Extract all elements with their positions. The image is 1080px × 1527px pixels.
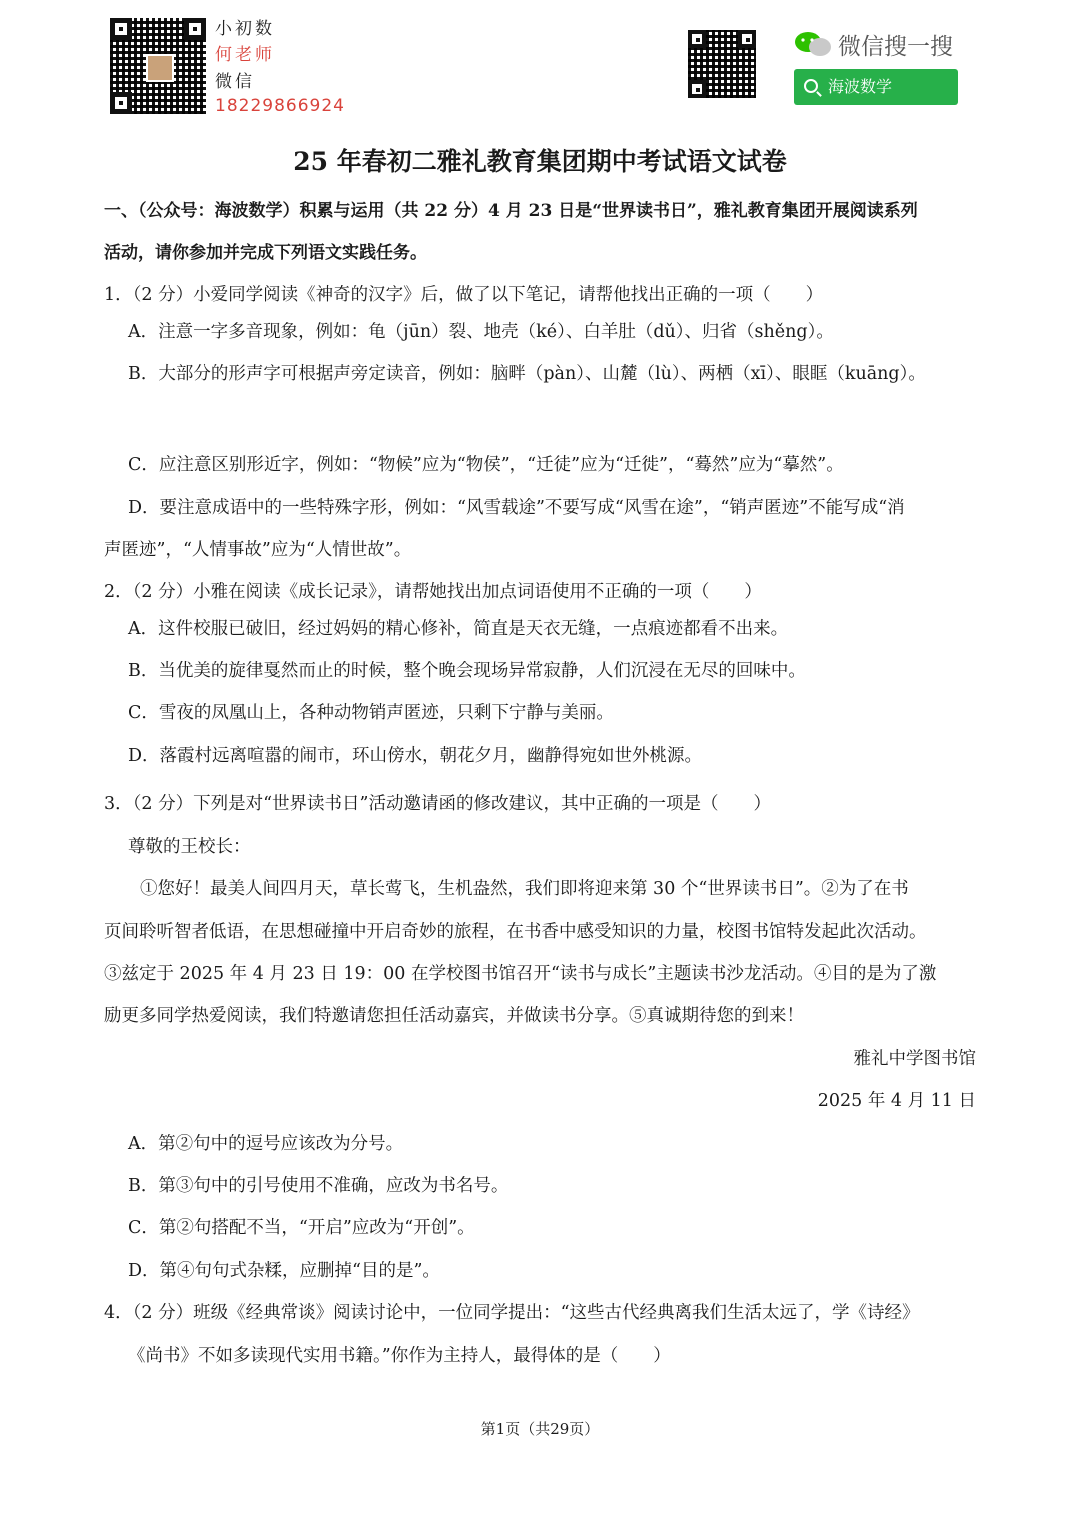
letter-signature: 雅礼中学图书馆 (853, 1049, 976, 1069)
handwritten-note-1: 小初数 (215, 19, 275, 39)
q1-stem: 1．（2 分）小爱同学阅读《神奇的汉字》后，做了以下笔记，请帮他找出正确的一项（ ） (104, 285, 824, 305)
handwritten-note-3: 微信 (215, 72, 255, 92)
qr-code-left (110, 18, 206, 114)
wechat-search-button[interactable] (794, 69, 958, 105)
wechat-search-text: 微信搜一搜 (838, 34, 953, 60)
q4-stem-line-2: 《尚书》不如多读现代实用书籍。”你作为主持人，最得体的是（ ） (128, 1346, 671, 1366)
wechat-logo-icon (794, 30, 832, 58)
search-icon (804, 79, 818, 93)
q1-option-b: B．大部分的形声字可根据声旁定读音，例如：脑畔（pàn）、山麓（lù）、两栖（xī）、眼眶（kuāng）。 (128, 364, 926, 384)
q1-option-d-line-1: D．要注意成语中的一些特殊字形，例如：“风雪载途”不要写成“风雪在途”，“销声匿迹”不能写成“消 (128, 498, 905, 518)
q1-option-a: A．注意一字多音现象，例如：龟（jūn）裂、地壳（ké）、白羊肚（dǔ）、归省（shěng）。 (128, 322, 834, 342)
page-title: 25 年春初二雅礼教育集团期中考试语文试卷 (293, 147, 787, 176)
page-number-footer: 第1页（共29页） (480, 1420, 600, 1438)
letter-date: 2025 年 4 月 11 日 (817, 1091, 976, 1111)
q2-stem: 2．（2 分）小雅在阅读《成长记录》，请帮她找出加点词语使用不正确的一项（ ） (104, 582, 762, 602)
q2-option-d: D．落霞村远离喧嚣的闹市，环山傍水，朝花夕月，幽静得宛如世外桃源。 (128, 746, 703, 766)
letter-salutation: 尊敬的王校长： (128, 837, 251, 857)
qr-code-right (688, 30, 756, 98)
letter-paragraph-line-2: 页间聆听智者低语，在思想碰撞中开启奇妙的旅程，在书香中感受知识的力量，校图书馆特发起此次活动。 (104, 922, 927, 942)
handwritten-phone: 18229866924 (215, 96, 345, 116)
q3-option-a: A．第②句中的逗号应该改为分号。 (128, 1134, 404, 1154)
q2-option-c: C．雪夜的凤凰山上，各种动物销声匿迹，只剩下宁静与美丽。 (128, 703, 614, 723)
q2-option-b: B．当优美的旋律戛然而止的时候，整个晚会现场异常寂静，人们沉浸在无尽的回味中。 (128, 661, 806, 681)
q3-option-b: B．第③句中的引号使用不准确，应改为书名号。 (128, 1176, 509, 1196)
section-heading-line-1: 一、（公众号：海波数学）积累与运用（共 22 分）4 月 23 日是“世界读书日”，雅礼教育集团开展阅读系列 (104, 201, 918, 221)
letter-paragraph-line-1: ①您好！最美人间四月天，草长莺飞，生机盎然，我们即将迎来第 30 个“世界读书日”。②为了在书 (140, 879, 909, 899)
q3-option-d: D．第④句句式杂糅，应删掉“目的是”。 (128, 1261, 440, 1281)
search-button-label: 海波数学 (828, 77, 893, 96)
q4-stem-line-1: 4．（2 分）班级《经典常谈》阅读讨论中，一位同学提出：“这些古代经典离我们生活太远了，学《诗经》 (104, 1303, 920, 1323)
q1-option-d-line-2: 声匿迹”，“人情事故”应为“人情世故”。 (104, 540, 412, 560)
letter-paragraph-line-3: ③兹定于 2025 年 4 月 23 日 19：00 在学校图书馆召开“读书与成长”主题读书沙龙活动。④目的是为了激 (104, 964, 937, 984)
q3-stem: 3．（2 分）下列是对“世界读书日”活动邀请函的修改建议，其中正确的一项是（ ） (104, 794, 771, 814)
letter-paragraph-line-4: 励更多同学热爱阅读，我们特邀请您担任活动嘉宾，并做读书分享。⑤真诚期待您的到来！ (104, 1006, 804, 1026)
q1-option-c: C．应注意区别形近字，例如：“物候”应为“物侯”，“迁徒”应为“迁徙”，“蓦然”应为“摹然”。 (128, 455, 844, 475)
section-heading-line-2: 活动，请你参加并完成下列语文实践任务。 (104, 243, 427, 263)
q2-option-a: A．这件校服已破旧，经过妈妈的精心修补，简直是天衣无缝，一点痕迹都看不出来。 (128, 619, 789, 639)
q3-option-c: C．第②句搭配不当，“开启”应改为“开创”。 (128, 1218, 475, 1238)
handwritten-note-2: 何老师 (215, 45, 275, 65)
